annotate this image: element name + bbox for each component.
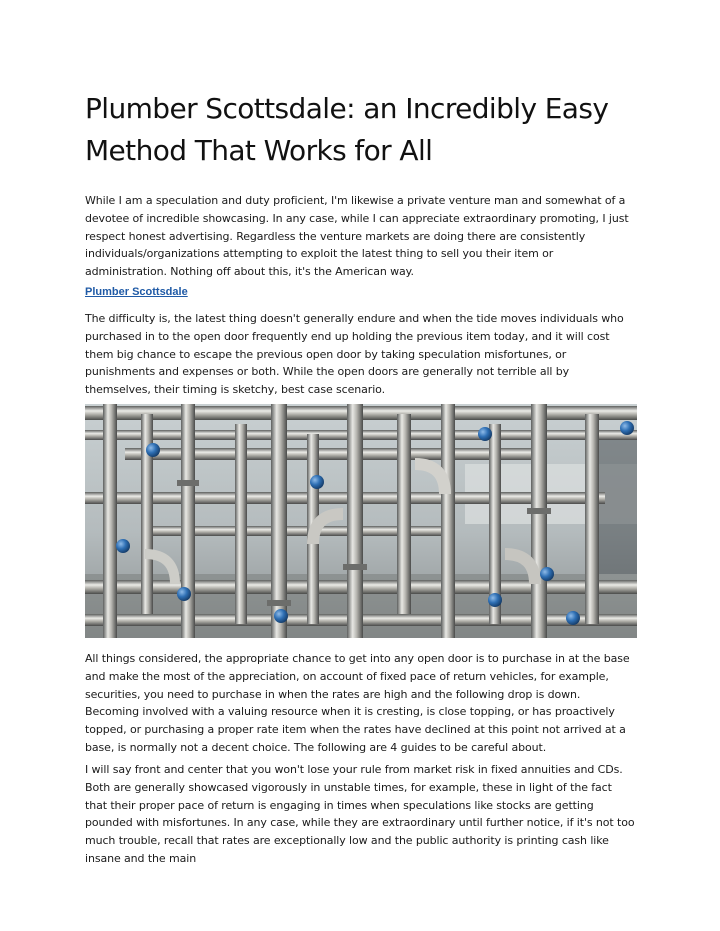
pipes-photo [85,404,637,638]
plumber-scottsdale-link[interactable]: Plumber Scottsdale [85,286,188,298]
paragraph-intro: While I am a speculation and duty proficient, I'm likewise a private venture man and somewhat of a devotee of incredible showcasing. In any case, while I can appreciate extraordinary promoting, I just respect honest advertising. Regardless the venture markets are doing there are consistently individuals/organizations attempting to exploit the latest thing to sell you their item or administration. Nothing off about this, it's the American way. [85,194,629,279]
article-title: Plumber Scottsdale: an Incredibly Easy Method That Works for All [85,92,609,167]
paragraph-difficulty: The difficulty is, the latest thing doesn't generally endure and when the tide moves individuals who purchased in to the open door frequently end up holding the previous item today, and it will cost them big chance to escape the previous open door by taking speculation misfortunes, or punishments and expenses or both. While the open doors are generally not terrible all by themselves, their timing is sketchy, best case scenario. [85,312,624,397]
paragraph-considered: All things considered, the appropriate chance to get into any open door is to purchase in at the base and make the most of the appreciation, on account of fixed pace of return vehicles, for example, securities, you need to purchase in when the rates are high and the following drop is down. Becoming involved with a valuing resource when it is cresting, is close topping, or has proactively topped, or purchasing a proper rate item when the rates have declined at this point not arrived at a base, is normally not a decent choice. The following are 4 guides to be careful about. [85,652,630,754]
paragraph-annuities: I will say front and center that you won't lose your rule from market risk in fixed annuities and CDs. Both are generally showcased vigorously in unstable times, for example, these in light of the fact that their proper pace of return is engaging in times when speculations like stocks are getting pounded with misfortunes. In any case, while they are extraordinary until further notice, if it's not too much trouble, recall that rates are exceptionally low and the public authority is printing cash like insane and the main [85,763,635,865]
